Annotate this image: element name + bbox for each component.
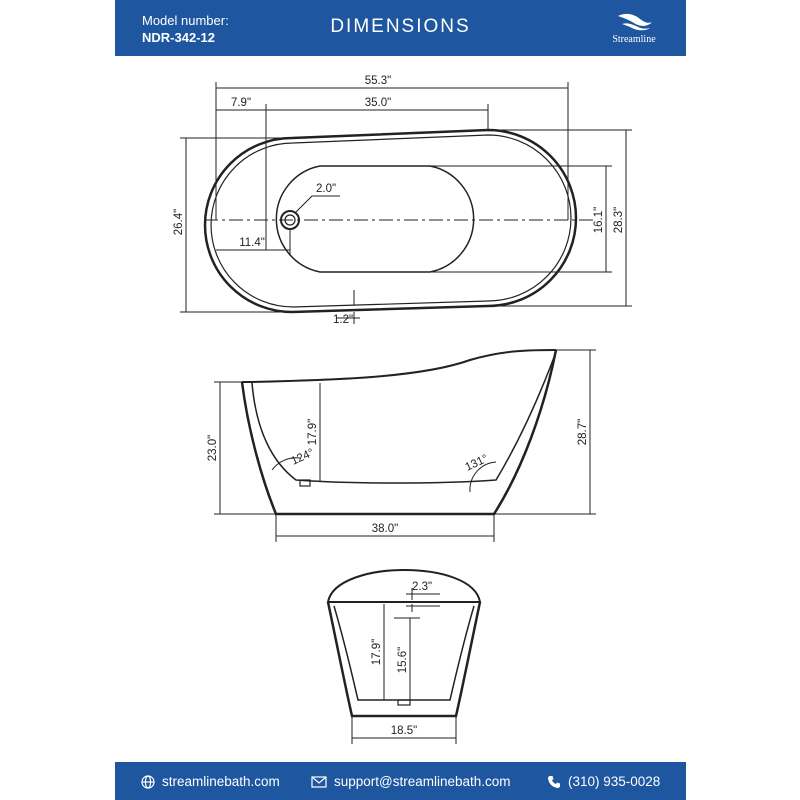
email-link[interactable]: [311, 774, 511, 789]
model-number-label: Model number:: [142, 13, 229, 28]
dim-water-depth: 15.6": [397, 646, 409, 674]
top-view: [180, 82, 632, 324]
dim-angle-right: 131°: [463, 452, 491, 474]
tub-outer-rim-inner-edge: [211, 135, 571, 307]
dim-drain-center: 11.4": [239, 237, 265, 249]
dim-overall-length: 55.3": [364, 75, 392, 87]
phone-icon: [547, 775, 561, 789]
dim-rim-thickness: 2.3": [412, 581, 433, 593]
phone-link[interactable]: [547, 774, 660, 789]
dim-max-width: 28.3": [613, 206, 625, 234]
dim-inner-length: 35.0": [364, 97, 392, 109]
dim-side-depth: 17.9": [307, 418, 319, 446]
email-text: support@streamlinebath.com: [334, 774, 511, 789]
side-rim: [242, 350, 556, 382]
dim-base-width: 18.5": [390, 725, 418, 737]
globe-icon: [141, 775, 155, 789]
phone-text: (310) 935-0028: [568, 774, 661, 789]
tub-outer-rim: [205, 130, 576, 312]
tub-inner-basin: [276, 166, 473, 272]
dim-inner-width: 16.1": [593, 206, 605, 234]
end-dome: [328, 570, 480, 602]
dim-front-height: 23.0": [207, 434, 219, 462]
dim-back-height: 28.7": [577, 418, 589, 446]
brand-name: Streamline: [612, 34, 656, 45]
footer-bar: [115, 762, 686, 800]
website-link[interactable]: [141, 774, 280, 789]
page-title: DIMENSIONS: [330, 16, 471, 37]
model-number-value: NDR-342-12: [142, 30, 215, 45]
dim-angle-left: 124°: [289, 446, 317, 468]
dim-end-depth: 17.9": [371, 638, 383, 666]
dim-drain-diameter: 2.0": [316, 183, 337, 195]
website-text: streamlinebath.com: [162, 774, 280, 789]
dim-base-length: 38.0": [371, 523, 399, 535]
envelope-icon: [311, 776, 327, 788]
side-view: [214, 350, 596, 542]
dim-overall-width: 26.4": [173, 208, 185, 236]
dim-drain-offset: 7.9": [230, 97, 252, 109]
dim-rim-offset: 1.2": [333, 314, 354, 326]
